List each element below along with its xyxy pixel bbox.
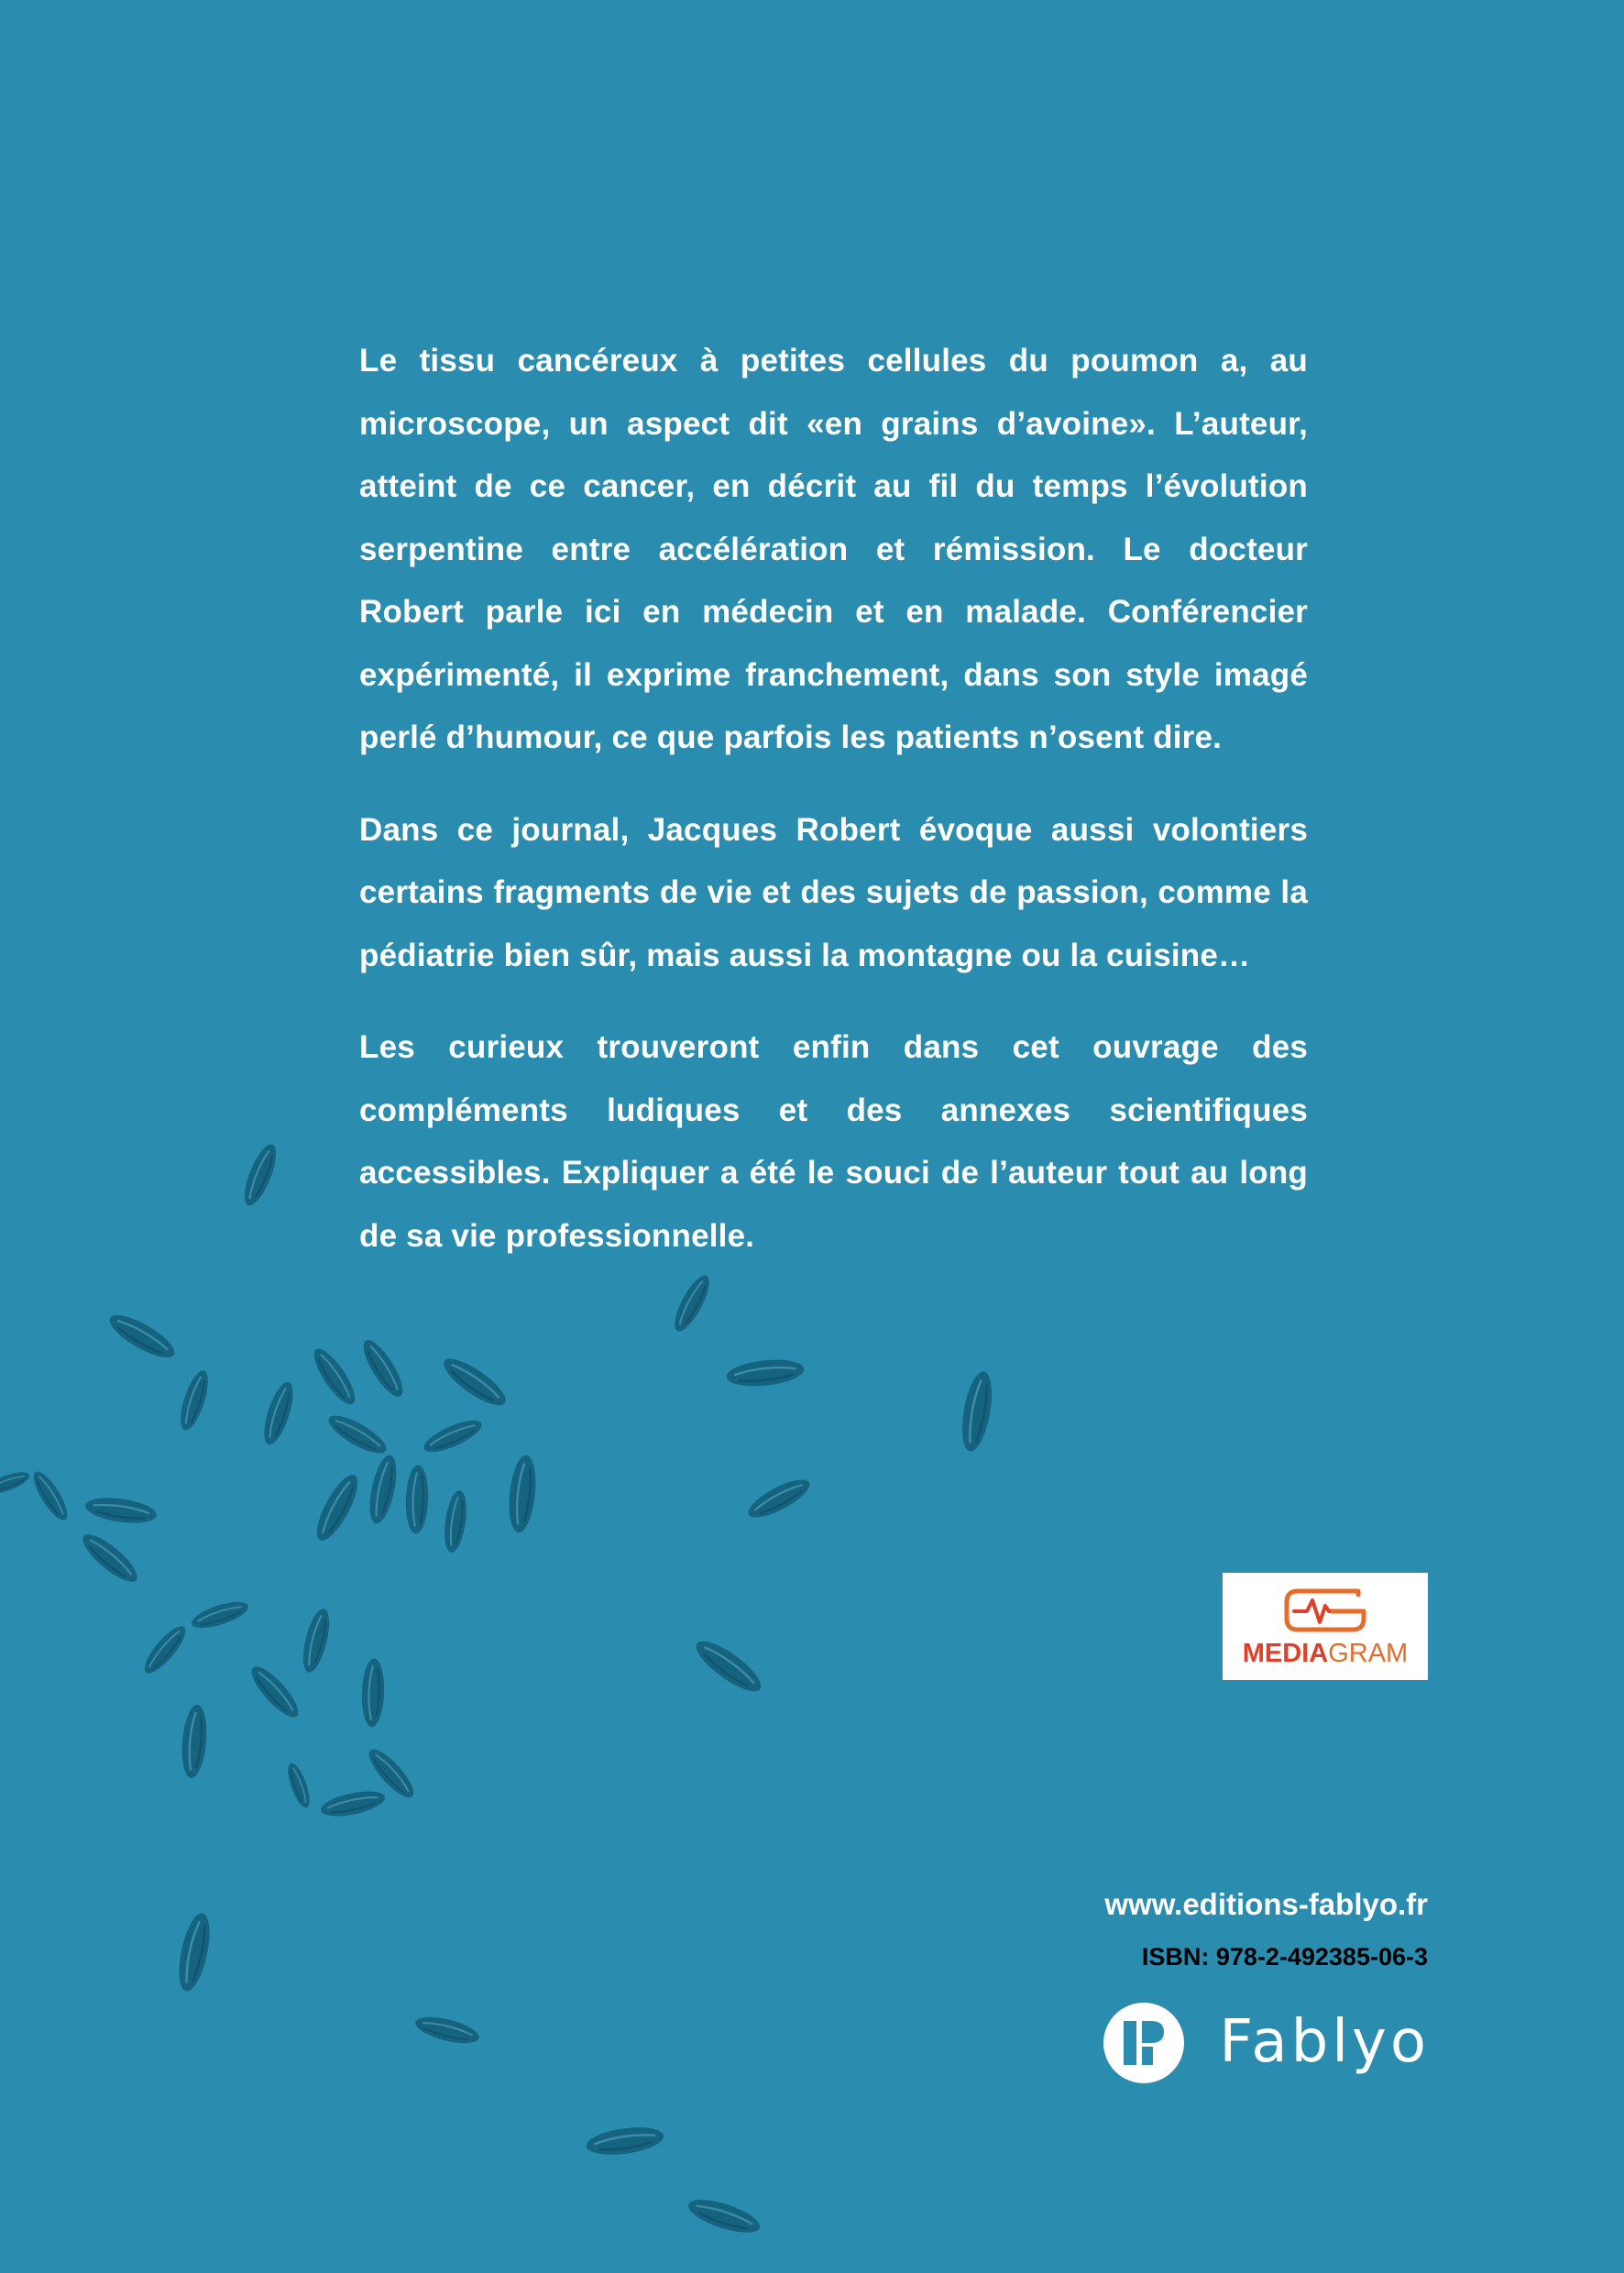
isbn-number: ISBN: 978-2-492385-06-3 — [1141, 1943, 1428, 1971]
oat-grain — [743, 1473, 814, 1524]
oat-grain — [84, 1494, 159, 1527]
oat-grain — [324, 1409, 390, 1460]
oat-grain — [725, 1356, 805, 1389]
oat-grain — [441, 1489, 469, 1554]
fablyo-logo-icon — [1102, 2001, 1186, 2085]
oat-grain — [189, 1597, 251, 1633]
oat-grain — [365, 1453, 401, 1526]
mediagram-word-gram: GRAM — [1328, 1639, 1409, 1668]
oat-grain — [238, 1141, 282, 1210]
fablyo-wordmark: Fablyo — [1219, 2008, 1430, 2076]
oat-grain — [319, 1786, 388, 1820]
heartbeat-g-icon — [1279, 1584, 1371, 1635]
blurb-paragraph-1: Le tissu cancéreux à petites cellules du poumon a, au microscope, un aspect dit «en grains d’avoine». L’auteur, atteint de ce cancer, en décrit au fil du temps l’évolution serpentine entre accélération et rémission. Le docteur Robert parle ici en médecin et en malade. Conférencier expérimenté, il exprime franchement, dans son style imagé perlé d’humour, ce que parfois les patients n’osent dire. — [359, 343, 1308, 755]
oat-grain — [506, 1454, 539, 1533]
publisher-website: www.editions-fablyo.fr — [1104, 1887, 1428, 1921]
blurb-text — [359, 330, 1308, 1297]
blurb-paragraph-3: Les curieux trouveront enfin dans cet ouvrage des compléments ludiques et des annexes scientifiques accessibles. Expliquer a été le souci de l’auteur tout au long de sa vie professionnelle. — [359, 1029, 1308, 1254]
publisher-logo — [1102, 1998, 1430, 2090]
oat-grain — [585, 2123, 665, 2158]
oat-grain — [27, 1467, 72, 1524]
mediagram-word-media: MEDIA — [1242, 1639, 1329, 1668]
oat-grain — [413, 2012, 482, 2048]
oat-grain — [175, 1367, 214, 1433]
oat-grain — [298, 1607, 335, 1675]
oat-grain — [357, 1335, 409, 1402]
oat-grain — [405, 1465, 430, 1534]
oat-grain — [310, 1469, 366, 1545]
oat-grain — [77, 1528, 144, 1589]
oat-grain — [685, 2193, 763, 2239]
oat-grain — [361, 1658, 386, 1728]
oat-grain — [690, 1633, 768, 1699]
mediagram-wordmark — [1223, 1638, 1428, 1669]
oat-grain — [173, 1911, 215, 1994]
oat-grain — [104, 1308, 180, 1366]
oat-grain — [438, 1351, 512, 1412]
oat-grain — [138, 1621, 192, 1679]
blurb-paragraph-2: Dans ce journal, Jacques Robert évoque aussi volontiers certains fragments de vie et des sujets de passion, comme la pédiatrie bien sûr, mais aussi la montagne ou la cuisine… — [359, 811, 1308, 973]
oat-grain — [307, 1344, 361, 1410]
mediagram-logo — [1223, 1573, 1428, 1680]
oat-grain — [258, 1378, 299, 1447]
oat-grain — [420, 1414, 485, 1458]
oat-grain — [284, 1761, 314, 1810]
oat-grain — [180, 1704, 210, 1779]
oat-grain — [0, 1468, 32, 1499]
oat-grain — [246, 1661, 305, 1724]
oat-grain — [957, 1369, 997, 1454]
